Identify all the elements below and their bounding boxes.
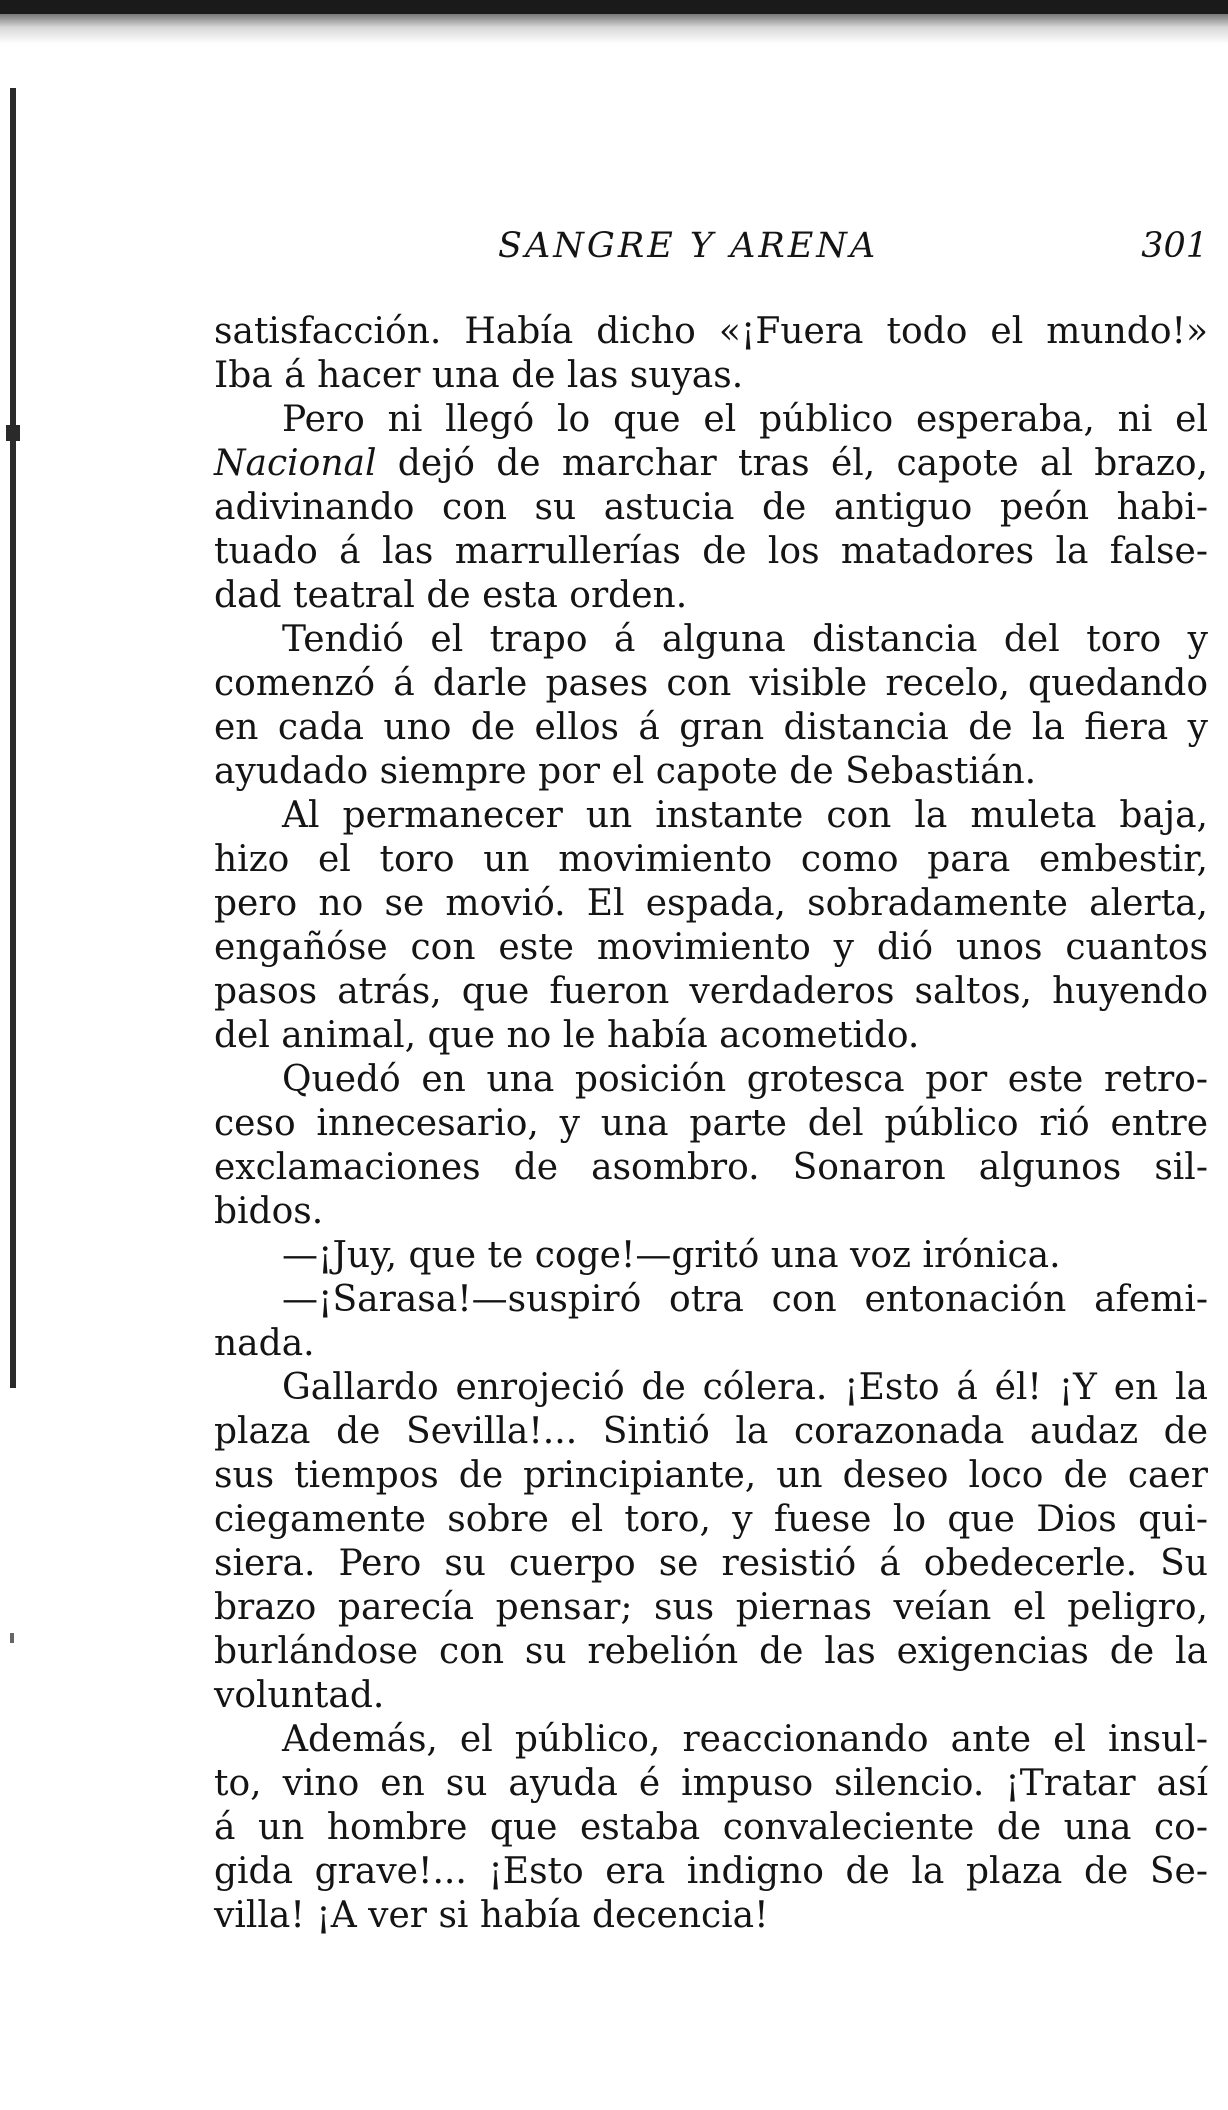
text-line: —¡Sarasa!—suspiró otra con entonación afemi- <box>282 1279 1208 1320</box>
text-line: voluntad. <box>214 1675 385 1716</box>
line-rest: dejó de marchar tras él, capote al brazo, <box>376 443 1208 484</box>
text-line: Gallardo enrojeció de cólera. ¡Esto á él! ¡Y en la <box>282 1367 1208 1408</box>
scan-left-edge <box>10 88 16 1388</box>
italic-word: Nacional <box>214 443 377 484</box>
text-line: adivinando con su astucia de antiguo peón habi- <box>214 487 1208 528</box>
running-head <box>214 226 1208 270</box>
text-line: —¡Juy, que te coge!—gritó una voz irónica. <box>282 1235 1061 1276</box>
text-line: plaza de Sevilla!... Sintió la corazonada audaz de <box>214 1411 1208 1452</box>
text-line: to, vino en su ayuda é impuso silencio. ¡Tratar así <box>214 1763 1208 1804</box>
text-line: satisfacción. Había dicho «¡Fuera todo el mundo!» <box>214 311 1208 352</box>
scan-top-shadow <box>0 14 1228 44</box>
text-line: pasos atrás, que fueron verdaderos saltos, huyendo <box>214 971 1208 1012</box>
text-line: Tendió el trapo á alguna distancia del toro y <box>282 619 1208 660</box>
text-line: gida grave!... ¡Esto era indigno de la plaza de Se- <box>214 1851 1208 1892</box>
text-line: á un hombre que estaba convaleciente de una co- <box>214 1807 1208 1848</box>
text-line: en cada uno de ellos á gran distancia de la fiera y <box>214 707 1208 748</box>
text-line: villa! ¡A ver si había decencia! <box>214 1895 769 1936</box>
text-line: ayudado siempre por el capote de Sebastián. <box>214 751 1037 792</box>
text-line: sus tiempos de principiante, un deseo loco de caer <box>214 1455 1208 1496</box>
text-line: Quedó en una posición grotesca por este retro- <box>282 1059 1208 1100</box>
text-line <box>214 442 1208 486</box>
text-line: bidos. <box>214 1191 324 1232</box>
text-line: dad teatral de esta orden. <box>214 575 688 616</box>
scan-top-edge <box>0 0 1228 14</box>
text-line: Al permanecer un instante con la muleta baja, <box>282 795 1208 836</box>
text-line: exclamaciones de asombro. Sonaron algunos sil- <box>214 1147 1208 1188</box>
text-line: burlándose con su rebelión de las exigencias de la <box>214 1631 1208 1672</box>
text-line: Pero ni llegó lo que el público esperaba, ni el <box>282 399 1208 440</box>
text-line: ceso innecesario, y una parte del público rió entre <box>214 1103 1208 1144</box>
scan-edge-mark <box>6 425 20 441</box>
text-line: comenzó á darle pases con visible recelo, quedando <box>214 663 1208 704</box>
text-line: brazo parecía pensar; sus piernas veían el peligro, <box>214 1587 1208 1628</box>
text-line: engañóse con este movimiento y dió unos cuantos <box>214 927 1208 968</box>
scan-speck <box>10 1633 14 1643</box>
book-title: SANGRE Y ARENA <box>498 226 879 266</box>
text-line: del animal, que no le había acometido. <box>214 1015 920 1056</box>
text-line: pero no se movió. El espada, sobradamente alerta, <box>214 883 1208 924</box>
text-line: Iba á hacer una de las suyas. <box>214 355 744 396</box>
text-line: tuado á las marrullerías de los matadores la false- <box>214 531 1208 572</box>
text-line: siera. Pero su cuerpo se resistió á obedecerle. Su <box>214 1543 1208 1584</box>
text-line: Además, el público, reaccionando ante el insul- <box>282 1719 1208 1760</box>
body-text <box>214 310 1208 1938</box>
text-line: ciegamente sobre el toro, y fuese lo que Dios qui- <box>214 1499 1208 1540</box>
page-number: 301 <box>1141 226 1208 266</box>
text-line: hizo el toro un movimiento como para embestir, <box>214 839 1208 880</box>
text-line: nada. <box>214 1323 315 1364</box>
